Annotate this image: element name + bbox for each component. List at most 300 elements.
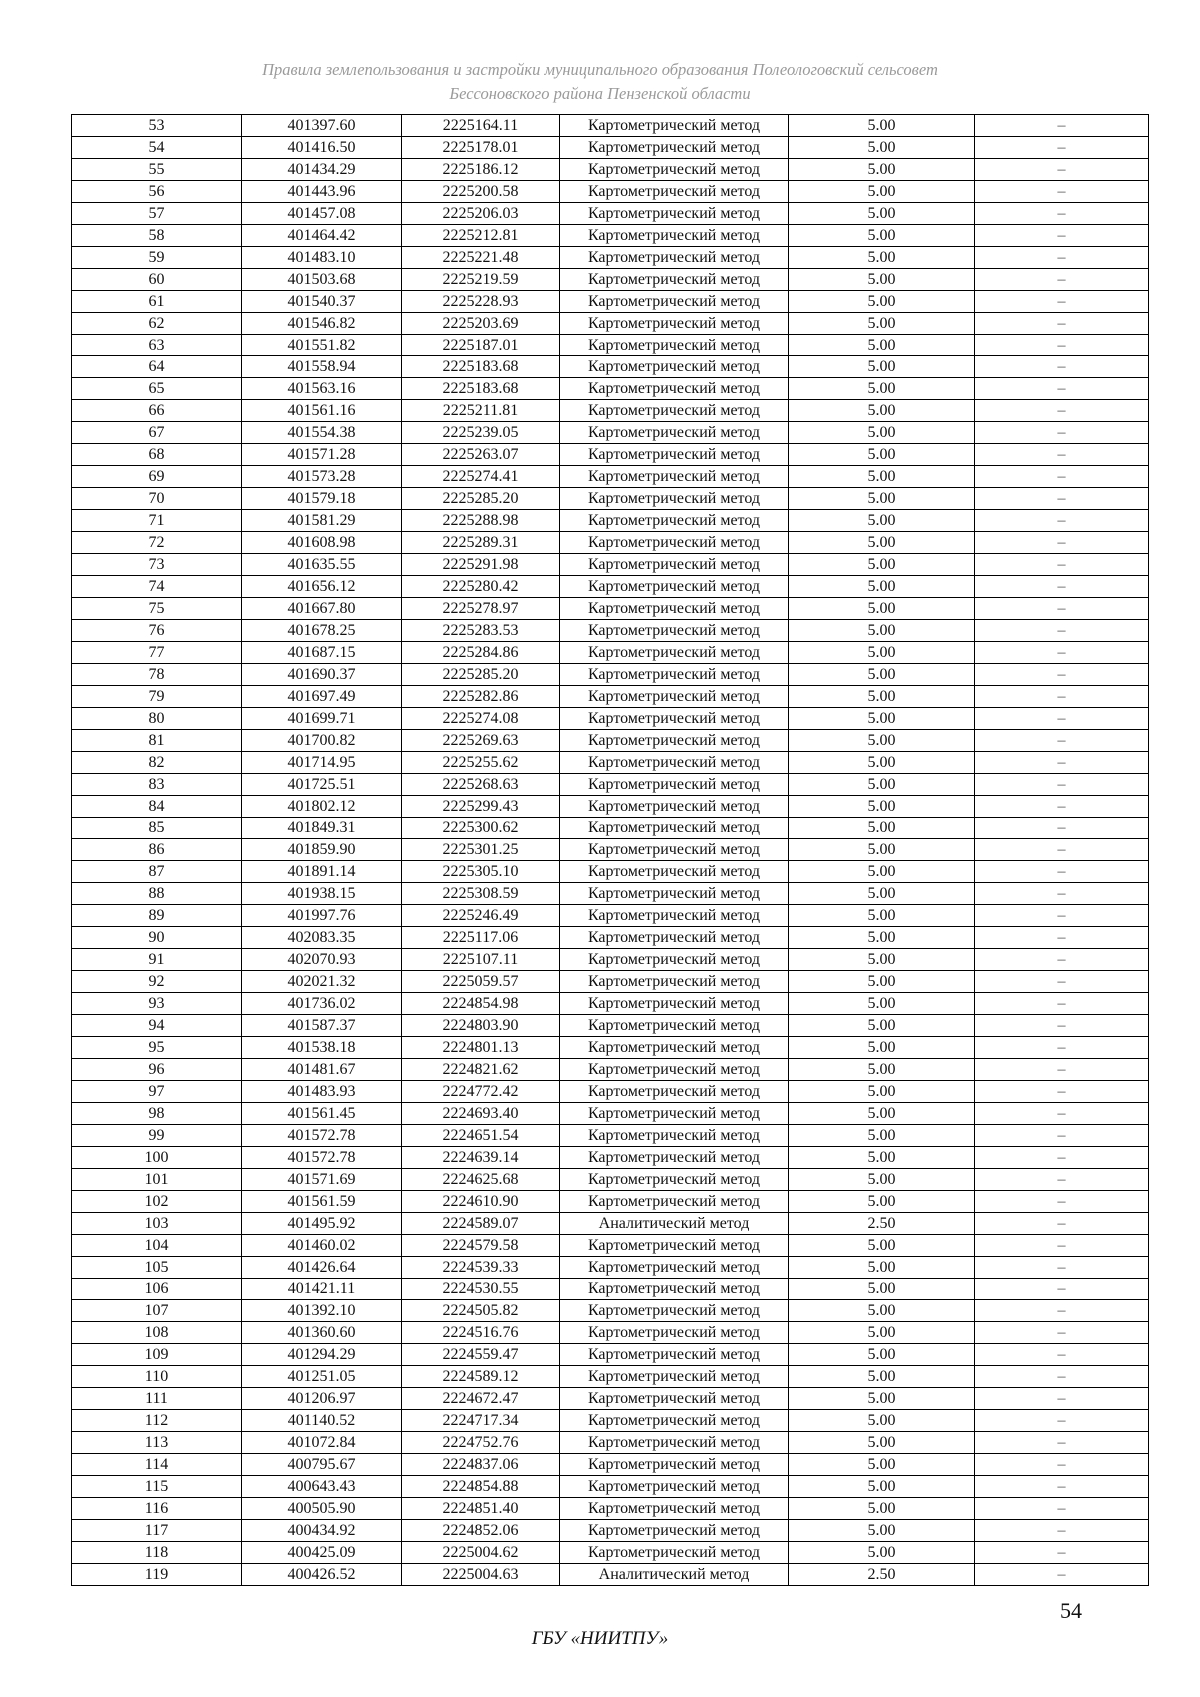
y-coordinate-cell: 2225300.62 [402,817,560,839]
accuracy-cell: 5.00 [789,949,975,971]
description-cell: – [975,268,1149,290]
y-coordinate-cell: 2225301.25 [402,839,560,861]
table-row [72,1190,1149,1212]
point-number-cell: 112 [72,1410,242,1432]
description-cell: – [975,1102,1149,1124]
table-row [72,729,1149,751]
method-cell: Картометрический метод [560,883,789,905]
x-coordinate-cell: 401294.29 [242,1344,402,1366]
accuracy-cell: 5.00 [789,1432,975,1454]
x-coordinate-cell: 401572.78 [242,1146,402,1168]
y-coordinate-cell: 2225200.58 [402,180,560,202]
description-cell: – [975,1278,1149,1300]
accuracy-cell: 5.00 [789,1080,975,1102]
table-row [72,422,1149,444]
method-cell: Картометрический метод [560,1037,789,1059]
y-coordinate-cell: 2224693.40 [402,1102,560,1124]
y-coordinate-cell: 2224516.76 [402,1322,560,1344]
y-coordinate-cell: 2225186.12 [402,158,560,180]
method-cell: Картометрический метод [560,949,789,971]
table-row [72,685,1149,707]
description-cell: – [975,685,1149,707]
description-cell: – [975,400,1149,422]
x-coordinate-cell: 401859.90 [242,839,402,861]
method-cell: Картометрический метод [560,1168,789,1190]
x-coordinate-cell: 401700.82 [242,729,402,751]
description-cell: – [975,1322,1149,1344]
document-footer: ГБУ «НИИТПУ» [531,1628,669,1649]
description-cell: – [975,1190,1149,1212]
description-cell: – [975,619,1149,641]
method-cell: Картометрический метод [560,246,789,268]
table-row [72,795,1149,817]
method-cell: Картометрический метод [560,707,789,729]
x-coordinate-cell: 400434.92 [242,1520,402,1542]
x-coordinate-cell: 401608.98 [242,532,402,554]
table-row [72,202,1149,224]
table-row [72,1454,1149,1476]
point-number-cell: 66 [72,400,242,422]
table-row [72,224,1149,246]
table-row [72,136,1149,158]
y-coordinate-cell: 2224801.13 [402,1037,560,1059]
table-row [72,532,1149,554]
y-coordinate-cell: 2225274.41 [402,466,560,488]
y-coordinate-cell: 2225004.62 [402,1541,560,1563]
method-cell: Картометрический метод [560,136,789,158]
accuracy-cell: 5.00 [789,1388,975,1410]
accuracy-cell: 5.00 [789,641,975,663]
point-number-cell: 102 [72,1190,242,1212]
point-number-cell: 108 [72,1322,242,1344]
accuracy-cell: 5.00 [789,861,975,883]
method-cell: Картометрический метод [560,905,789,927]
header-line-1: Правила землепользования и застройки муниципального образования Полеологовский сельсовет [262,60,938,79]
table-row [72,993,1149,1015]
description-cell: – [975,1058,1149,1080]
x-coordinate-cell: 401561.16 [242,400,402,422]
x-coordinate-cell: 401457.08 [242,202,402,224]
point-number-cell: 104 [72,1234,242,1256]
x-coordinate-cell: 401997.76 [242,905,402,927]
point-number-cell: 53 [72,115,242,137]
point-number-cell: 93 [72,993,242,1015]
description-cell: – [975,971,1149,993]
accuracy-cell: 5.00 [789,1344,975,1366]
accuracy-cell: 5.00 [789,202,975,224]
method-cell: Картометрический метод [560,488,789,510]
y-coordinate-cell: 2224854.98 [402,993,560,1015]
description-cell: – [975,949,1149,971]
accuracy-cell: 5.00 [789,180,975,202]
y-coordinate-cell: 2224852.06 [402,1520,560,1542]
description-cell: – [975,466,1149,488]
accuracy-cell: 5.00 [789,751,975,773]
table-row [72,400,1149,422]
y-coordinate-cell: 2225059.57 [402,971,560,993]
x-coordinate-cell: 401581.29 [242,510,402,532]
y-coordinate-cell: 2224821.62 [402,1058,560,1080]
table-row [72,707,1149,729]
y-coordinate-cell: 2224854.88 [402,1476,560,1498]
table-row [72,488,1149,510]
method-cell: Картометрический метод [560,378,789,400]
method-cell: Картометрический метод [560,861,789,883]
method-cell: Картометрический метод [560,1256,789,1278]
y-coordinate-cell: 2225278.97 [402,597,560,619]
method-cell: Картометрический метод [560,202,789,224]
table-row [72,1058,1149,1080]
table-row [72,1080,1149,1102]
method-cell: Картометрический метод [560,1410,789,1432]
point-number-cell: 100 [72,1146,242,1168]
y-coordinate-cell: 2224651.54 [402,1124,560,1146]
table-row [72,971,1149,993]
y-coordinate-cell: 2225291.98 [402,554,560,576]
point-number-cell: 94 [72,1015,242,1037]
table-row [72,510,1149,532]
point-number-cell: 63 [72,334,242,356]
method-cell: Картометрический метод [560,158,789,180]
method-cell: Картометрический метод [560,729,789,751]
x-coordinate-cell: 401678.25 [242,619,402,641]
description-cell: – [975,1563,1149,1585]
table-row [72,180,1149,202]
description-cell: – [975,751,1149,773]
accuracy-cell: 5.00 [789,444,975,466]
method-cell: Картометрический метод [560,334,789,356]
y-coordinate-cell: 2225183.68 [402,378,560,400]
point-number-cell: 60 [72,268,242,290]
method-cell: Картометрический метод [560,773,789,795]
accuracy-cell: 5.00 [789,356,975,378]
x-coordinate-cell: 402070.93 [242,949,402,971]
table-row [72,268,1149,290]
method-cell: Картометрический метод [560,1080,789,1102]
point-number-cell: 118 [72,1541,242,1563]
x-coordinate-cell: 401397.60 [242,115,402,137]
table-row [72,839,1149,861]
method-cell: Картометрический метод [560,422,789,444]
x-coordinate-cell: 401635.55 [242,554,402,576]
point-number-cell: 56 [72,180,242,202]
table-row [72,1388,1149,1410]
accuracy-cell: 5.00 [789,1454,975,1476]
method-cell: Картометрический метод [560,1344,789,1366]
point-number-cell: 116 [72,1498,242,1520]
accuracy-cell: 5.00 [789,1234,975,1256]
x-coordinate-cell: 400505.90 [242,1498,402,1520]
accuracy-cell: 5.00 [789,554,975,576]
x-coordinate-cell: 400425.09 [242,1541,402,1563]
point-number-cell: 85 [72,817,242,839]
accuracy-cell: 5.00 [789,971,975,993]
point-number-cell: 61 [72,290,242,312]
table-row [72,597,1149,619]
accuracy-cell: 5.00 [789,576,975,598]
method-cell: Картометрический метод [560,312,789,334]
method-cell: Картометрический метод [560,685,789,707]
point-number-cell: 54 [72,136,242,158]
point-number-cell: 68 [72,444,242,466]
description-cell: – [975,795,1149,817]
table-row [72,334,1149,356]
x-coordinate-cell: 402083.35 [242,927,402,949]
method-cell: Картометрический метод [560,993,789,1015]
x-coordinate-cell: 400643.43 [242,1476,402,1498]
y-coordinate-cell: 2225164.11 [402,115,560,137]
accuracy-cell: 5.00 [789,1058,975,1080]
x-coordinate-cell: 401558.94 [242,356,402,378]
point-number-cell: 57 [72,202,242,224]
description-cell: – [975,202,1149,224]
method-cell: Картометрический метод [560,444,789,466]
x-coordinate-cell: 401392.10 [242,1300,402,1322]
accuracy-cell: 5.00 [789,422,975,444]
description-cell: – [975,356,1149,378]
method-cell: Картометрический метод [560,1366,789,1388]
method-cell: Картометрический метод [560,1015,789,1037]
description-cell: – [975,1256,1149,1278]
description-cell: – [975,1124,1149,1146]
y-coordinate-cell: 2225211.81 [402,400,560,422]
table-row [72,356,1149,378]
x-coordinate-cell: 401554.38 [242,422,402,444]
point-number-cell: 98 [72,1102,242,1124]
point-number-cell: 105 [72,1256,242,1278]
x-coordinate-cell: 401251.05 [242,1366,402,1388]
y-coordinate-cell: 2225282.86 [402,685,560,707]
method-cell: Картометрический метод [560,290,789,312]
table-row [72,1234,1149,1256]
table-row [72,1410,1149,1432]
description-cell: – [975,510,1149,532]
x-coordinate-cell: 401690.37 [242,663,402,685]
point-number-cell: 69 [72,466,242,488]
table-row [72,312,1149,334]
table-row [72,1278,1149,1300]
header-line-2: Бессоновского района Пензенской области [449,84,751,103]
y-coordinate-cell: 2224851.40 [402,1498,560,1520]
description-cell: – [975,444,1149,466]
description-cell: – [975,905,1149,927]
description-cell: – [975,883,1149,905]
description-cell: – [975,1541,1149,1563]
accuracy-cell: 5.00 [789,1124,975,1146]
x-coordinate-cell: 401426.64 [242,1256,402,1278]
accuracy-cell: 5.00 [789,246,975,268]
description-cell: – [975,861,1149,883]
table-row [72,949,1149,971]
y-coordinate-cell: 2224625.68 [402,1168,560,1190]
description-cell: – [975,663,1149,685]
x-coordinate-cell: 401443.96 [242,180,402,202]
method-cell: Картометрический метод [560,554,789,576]
x-coordinate-cell: 402021.32 [242,971,402,993]
description-cell: – [975,312,1149,334]
x-coordinate-cell: 401483.93 [242,1080,402,1102]
x-coordinate-cell: 401540.37 [242,290,402,312]
point-number-cell: 113 [72,1432,242,1454]
point-number-cell: 82 [72,751,242,773]
point-number-cell: 73 [72,554,242,576]
y-coordinate-cell: 2225289.31 [402,532,560,554]
table-row [72,158,1149,180]
table-row [72,905,1149,927]
table-row [72,619,1149,641]
y-coordinate-cell: 2225178.01 [402,136,560,158]
accuracy-cell: 5.00 [789,115,975,137]
method-cell: Картометрический метод [560,532,789,554]
accuracy-cell: 5.00 [789,1102,975,1124]
description-cell: – [975,554,1149,576]
method-cell: Аналитический метод [560,1563,789,1585]
x-coordinate-cell: 401687.15 [242,641,402,663]
x-coordinate-cell: 401563.16 [242,378,402,400]
x-coordinate-cell: 400426.52 [242,1563,402,1585]
method-cell: Картометрический метод [560,180,789,202]
accuracy-cell: 5.00 [789,312,975,334]
point-number-cell: 92 [72,971,242,993]
table-row [72,1102,1149,1124]
table-row [72,1124,1149,1146]
table-row [72,1037,1149,1059]
x-coordinate-cell: 401072.84 [242,1432,402,1454]
point-number-cell: 97 [72,1080,242,1102]
description-cell: – [975,1366,1149,1388]
description-cell: – [975,729,1149,751]
accuracy-cell: 5.00 [789,1541,975,1563]
method-cell: Картометрический метод [560,817,789,839]
point-number-cell: 78 [72,663,242,685]
accuracy-cell: 5.00 [789,268,975,290]
table-row [72,246,1149,268]
y-coordinate-cell: 2225004.63 [402,1563,560,1585]
method-cell: Картометрический метод [560,597,789,619]
method-cell: Картометрический метод [560,1541,789,1563]
accuracy-cell: 5.00 [789,1476,975,1498]
point-number-cell: 58 [72,224,242,246]
x-coordinate-cell: 401579.18 [242,488,402,510]
y-coordinate-cell: 2224610.90 [402,1190,560,1212]
x-coordinate-cell: 401561.59 [242,1190,402,1212]
table-row [72,378,1149,400]
accuracy-cell: 2.50 [789,1212,975,1234]
y-coordinate-cell: 2225255.62 [402,751,560,773]
x-coordinate-cell: 401481.67 [242,1058,402,1080]
x-coordinate-cell: 401714.95 [242,751,402,773]
accuracy-cell: 5.00 [789,597,975,619]
x-coordinate-cell: 401561.45 [242,1102,402,1124]
y-coordinate-cell: 2224589.07 [402,1212,560,1234]
description-cell: – [975,1234,1149,1256]
point-number-cell: 59 [72,246,242,268]
table-row [72,641,1149,663]
method-cell: Картометрический метод [560,1432,789,1454]
accuracy-cell: 5.00 [789,619,975,641]
table-row [72,466,1149,488]
point-number-cell: 89 [72,905,242,927]
y-coordinate-cell: 2224639.14 [402,1146,560,1168]
point-number-cell: 95 [72,1037,242,1059]
y-coordinate-cell: 2225283.53 [402,619,560,641]
x-coordinate-cell: 401697.49 [242,685,402,707]
method-cell: Картометрический метод [560,1498,789,1520]
y-coordinate-cell: 2225107.11 [402,949,560,971]
point-number-cell: 75 [72,597,242,619]
method-cell: Картометрический метод [560,1102,789,1124]
accuracy-cell: 5.00 [789,993,975,1015]
accuracy-cell: 5.00 [789,378,975,400]
x-coordinate-cell: 401551.82 [242,334,402,356]
description-cell: – [975,1410,1149,1432]
method-cell: Картометрический метод [560,927,789,949]
table-row [72,861,1149,883]
table-row [72,576,1149,598]
description-cell: – [975,1432,1149,1454]
point-number-cell: 106 [72,1278,242,1300]
y-coordinate-cell: 2225284.86 [402,641,560,663]
x-coordinate-cell: 401667.80 [242,597,402,619]
x-coordinate-cell: 401938.15 [242,883,402,905]
description-cell: – [975,773,1149,795]
accuracy-cell: 5.00 [789,1146,975,1168]
x-coordinate-cell: 401140.52 [242,1410,402,1432]
y-coordinate-cell: 2224752.76 [402,1432,560,1454]
accuracy-cell: 5.00 [789,488,975,510]
x-coordinate-cell: 401891.14 [242,861,402,883]
accuracy-cell: 5.00 [789,400,975,422]
table-row [72,1168,1149,1190]
description-cell: – [975,1520,1149,1542]
table-row [72,927,1149,949]
description-cell: – [975,180,1149,202]
x-coordinate-cell: 400795.67 [242,1454,402,1476]
coordinates-table-body [72,115,1149,1586]
point-number-cell: 84 [72,795,242,817]
x-coordinate-cell: 401483.10 [242,246,402,268]
y-coordinate-cell: 2225206.03 [402,202,560,224]
description-cell: – [975,1015,1149,1037]
point-number-cell: 81 [72,729,242,751]
x-coordinate-cell: 401416.50 [242,136,402,158]
description-cell: – [975,576,1149,598]
x-coordinate-cell: 401538.18 [242,1037,402,1059]
point-number-cell: 103 [72,1212,242,1234]
description-cell: – [975,488,1149,510]
description-cell: – [975,422,1149,444]
accuracy-cell: 5.00 [789,1410,975,1432]
method-cell: Картометрический метод [560,1520,789,1542]
point-number-cell: 114 [72,1454,242,1476]
y-coordinate-cell: 2225285.20 [402,488,560,510]
y-coordinate-cell: 2225212.81 [402,224,560,246]
x-coordinate-cell: 401802.12 [242,795,402,817]
table-row [72,554,1149,576]
x-coordinate-cell: 401573.28 [242,466,402,488]
x-coordinate-cell: 401464.42 [242,224,402,246]
description-cell: – [975,1212,1149,1234]
description-cell: – [975,1498,1149,1520]
point-number-cell: 62 [72,312,242,334]
method-cell: Картометрический метод [560,268,789,290]
accuracy-cell: 5.00 [789,883,975,905]
description-cell: – [975,1476,1149,1498]
description-cell: – [975,1037,1149,1059]
y-coordinate-cell: 2225285.20 [402,663,560,685]
y-coordinate-cell: 2224717.34 [402,1410,560,1432]
table-row [72,290,1149,312]
